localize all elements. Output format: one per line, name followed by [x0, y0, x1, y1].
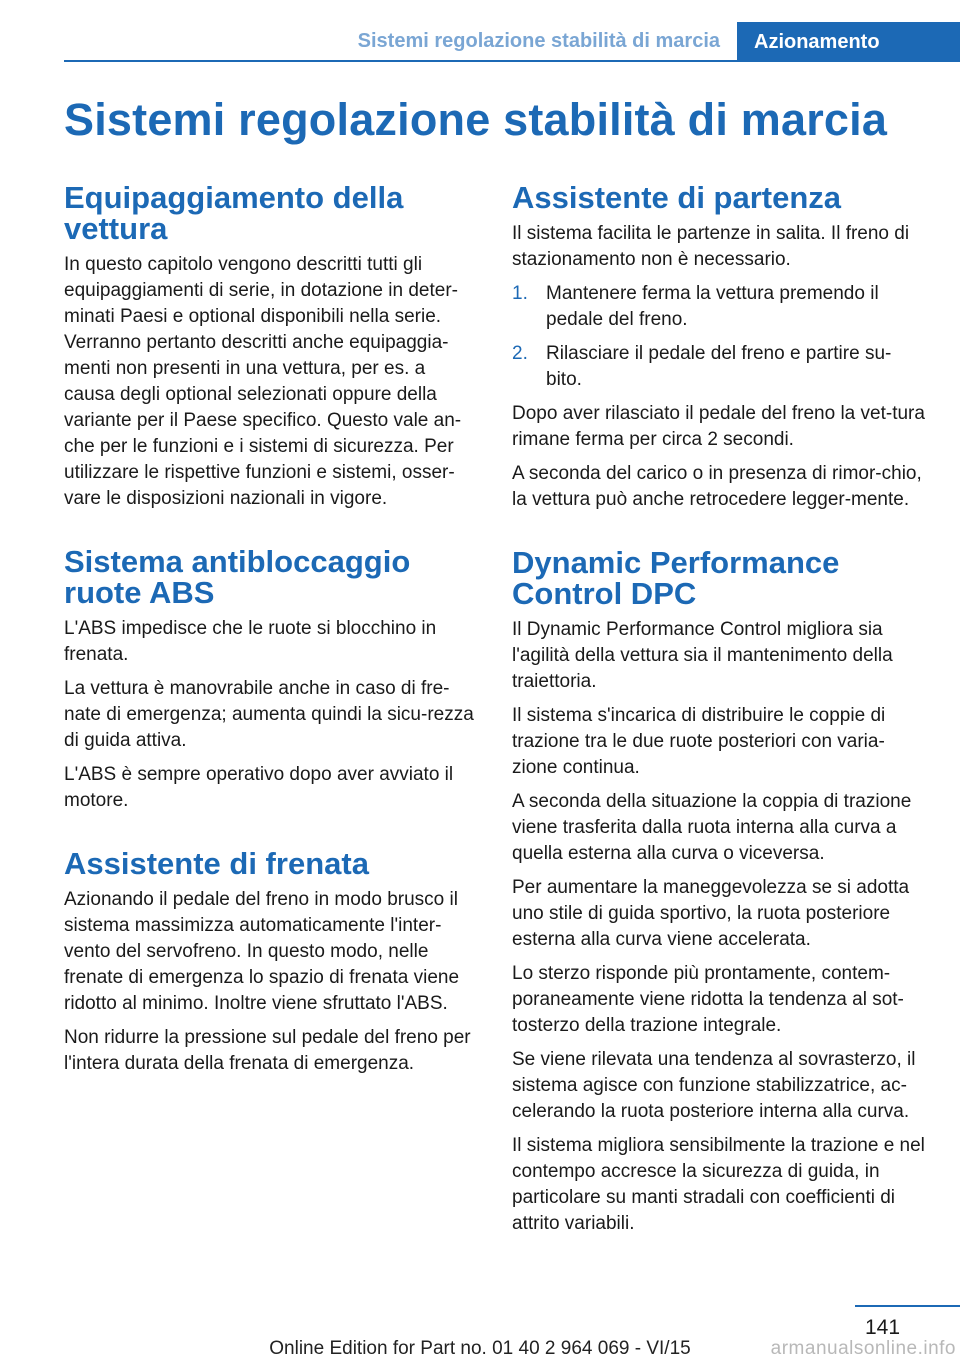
step-number: 2.: [512, 343, 528, 364]
heading-assistente-partenza: Assistente di partenza: [512, 180, 842, 215]
heading-dpc: Dynamic Performance Control DPC: [512, 545, 840, 611]
paragraph: Il sistema s'incarica di distribuire le coppie di trazione tra le due ruote posteriori con varia-zione continua.: [512, 705, 886, 778]
header-rule: [64, 60, 960, 62]
heading-equipaggiamento: Equipaggiamento della vettura: [64, 180, 404, 246]
page-title: Sistemi regolazione stabilità di marcia: [64, 94, 888, 145]
paragraph: In questo capitolo vengono descritti tutti gli equipaggiamenti di serie, in dotazione in deter-minati Paesi e optional disponibili nella serie. Verranno pertanto descritti anche equipaggia-menti non presenti in una vettura, per es. a causa degli optional selezionati oppure della variante per il Paese specifico. Questo vale an-che per le funzioni e i sistemi di sicurezza. Per utilizzare le rispettive funzioni e sistemi, osser-vare le disposizioni nazionali in vigore.: [64, 254, 462, 509]
footer-rule: [855, 1305, 960, 1307]
step-text: Mantenere ferma la vettura premendo il pedale del freno.: [546, 283, 879, 330]
paragraph: La vettura è manovrabile anche in caso di fre-nate di emergenza; aumenta quindi la sicu-rezza di guida attiva.: [64, 678, 474, 751]
footer-edition: Online Edition for Part no. 01 40 2 964 069 - VI/15: [269, 1338, 691, 1359]
right-column: [512, 182, 926, 1245]
list-item: [512, 281, 926, 333]
heading-abs: Sistema antibloccaggio ruote ABS: [64, 544, 411, 610]
page-number: 141: [865, 1316, 901, 1339]
header-chapter-tab: Azionamento: [737, 22, 960, 62]
paragraph: Il Dynamic Performance Control migliora sia l'agilità della vettura sia il mantenimento della traiettoria.: [512, 619, 893, 692]
heading-assistente-frenata: Assistente di frenata: [64, 846, 369, 881]
paragraph: Se viene rilevata una tendenza al sovrasterzo, il sistema agisce con funzione stabilizzatrice, ac-celerando la ruota posteriore interna alla curva.: [512, 1049, 916, 1122]
step-text: Rilasciare il pedale del freno e partire su-bito.: [546, 343, 892, 390]
paragraph: A seconda della situazione la coppia di trazione viene trasferita dalla ruota interna alla curva a quella esterna alla curva o viceversa.: [512, 791, 912, 864]
paragraph: Il sistema facilita le partenze in salita. Il freno di stazionamento non è necessario.: [512, 223, 910, 270]
paragraph: Per aumentare la maneggevolezza se si adotta uno stile di guida sportivo, la ruota posteriore esterna alla curva viene accelerata.: [512, 877, 910, 950]
paragraph: Non ridurre la pressione sul pedale del freno per l'intera durata della frenata di emergenza.: [64, 1027, 471, 1074]
left-column: [64, 182, 478, 1085]
paragraph: Dopo aver rilasciato il pedale del freno la vet-tura rimane ferma per circa 2 secondi.: [512, 403, 925, 450]
paragraph: L'ABS è sempre operativo dopo aver avviato il motore.: [64, 764, 454, 811]
watermark: armanualsonline.info: [770, 1338, 956, 1359]
list-item: [512, 341, 926, 393]
paragraph: Il sistema migliora sensibilmente la trazione e nel contempo accresce la sicurezza di guida, in particolare su manti stradali con coefficienti di attrito variabili.: [512, 1135, 925, 1234]
paragraph: Lo sterzo risponde più prontamente, contem-poraneamente viene ridotta la tendenza al sot-tosterzo della trazione integrale.: [512, 963, 904, 1036]
header-section-title: Sistemi regolazione stabilità di marcia: [357, 30, 720, 52]
paragraph: Azionando il pedale del freno in modo brusco il sistema massimizza automaticamente l'inter-vento del servofreno. In questo modo, nelle frenate di emergenza lo spazio di frenata viene ridotto al minimo. Inoltre viene sfruttato l'ABS.: [64, 889, 460, 1014]
steps-list: [512, 281, 926, 393]
paragraph: A seconda del carico o in presenza di rimor-chio, la vettura può anche retrocedere legger-mente.: [512, 463, 922, 510]
paragraph: L'ABS impedisce che le ruote si blocchino in frenata.: [64, 618, 437, 665]
step-number: 1.: [512, 283, 528, 304]
